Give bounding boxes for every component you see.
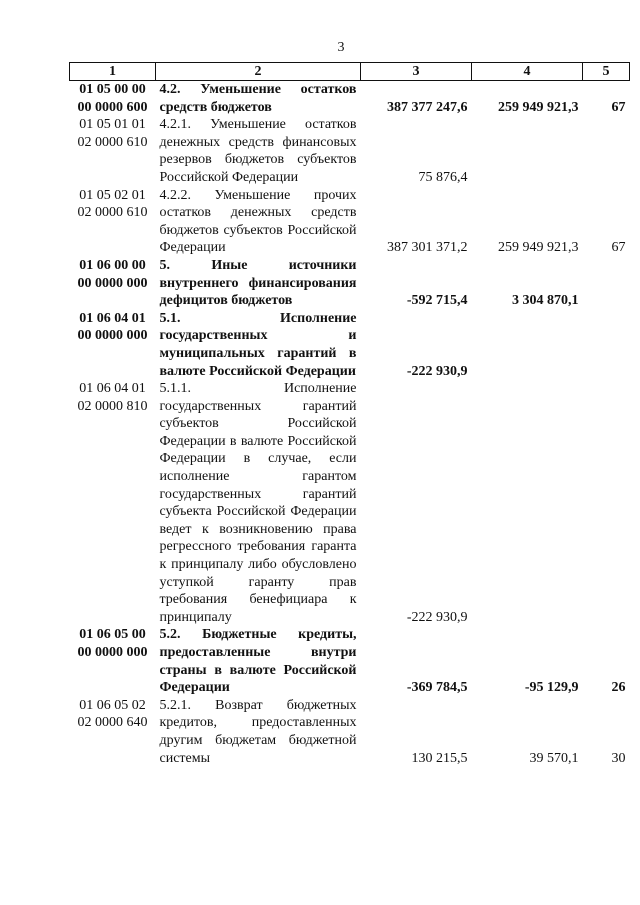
row-actual-value: 259 949 921,3 [498, 99, 579, 115]
row-name: 5.1. Исполнение государственных и муниципальных гарантий в валюте Российской Федерации [159, 310, 357, 379]
row-name: 5.2. Бюджетные кредиты, предоставленные внутри страны в валюте Российской Федерации [159, 627, 357, 696]
row-code: 01 06 04 01 02 0000 810 [77, 381, 148, 414]
row-percent: 26 [611, 680, 626, 696]
row-plan-value: -222 930,9 [406, 363, 468, 379]
row-actual-value: 39 570,1 [529, 750, 579, 766]
row-code: 01 06 00 00 00 0000 000 [77, 257, 148, 291]
row-percent [583, 257, 630, 310]
row-plan-value: -592 715,4 [406, 293, 468, 309]
table-row [70, 116, 630, 186]
row-actual-value: 3 304 870,1 [512, 293, 579, 309]
table-row [70, 310, 630, 380]
table-header-row [70, 63, 630, 81]
row-plan-value: 387 377 247,6 [387, 99, 468, 115]
row-plan-value: 75 876,4 [418, 169, 468, 185]
row-percent: 30 [611, 750, 626, 766]
table-row [70, 81, 630, 117]
row-actual-value: -95 129,9 [524, 680, 579, 696]
budget-sources-table [69, 62, 630, 767]
table-row [70, 187, 630, 257]
row-name: 5. Иные источники внутреннего финансирования дефицитов бюджетов [159, 257, 357, 309]
row-actual-value [472, 310, 583, 380]
row-plan-value: 387 301 371,2 [387, 240, 468, 256]
column-header-plan: 3 [361, 63, 472, 81]
row-code: 01 06 04 01 00 0000 000 [77, 310, 148, 344]
row-name: 5.2.1. Возврат бюджетных кредитов, предоставленных другим бюджетам бюджетной системы [159, 697, 357, 766]
column-header-actual: 4 [472, 63, 583, 81]
column-header-percent: 5 [583, 63, 630, 81]
row-code: 01 05 00 00 00 0000 600 [77, 82, 148, 115]
row-code: 01 05 02 01 02 0000 610 [77, 187, 148, 221]
column-header-name: 2 [156, 63, 361, 81]
row-code: 01 06 05 02 02 0000 640 [77, 697, 148, 731]
row-plan-value: 130 215,5 [411, 750, 468, 766]
row-percent: 67 [611, 240, 626, 256]
table-row [70, 697, 630, 767]
row-actual-value [472, 380, 583, 626]
row-percent [583, 380, 630, 626]
row-name: 4.2.2. Уменьшение прочих остатков денежных средств бюджетов субъектов Российской Федерации [159, 187, 357, 256]
row-name: 4.2.1. Уменьшение остатков денежных средств финансовых резервов бюджетов субъектов Российской Федерации [159, 117, 357, 185]
row-percent [583, 310, 630, 380]
table-row [70, 380, 630, 626]
row-actual-value [472, 116, 583, 186]
row-percent [583, 116, 630, 186]
row-plan-value: -222 930,9 [406, 609, 468, 625]
row-code: 01 06 05 00 00 0000 000 [77, 627, 148, 660]
page-number: 3 [337, 40, 345, 55]
row-actual-value: 259 949 921,3 [498, 240, 579, 256]
table-row [70, 257, 630, 310]
row-plan-value: -369 784,5 [406, 680, 468, 696]
row-name: 5.1.1. Исполнение государственных гарантий субъектов Российской Федерации в валюте Российской Федерации в случае, если исполнение гарантом государственных гарантий субъекта Российской Федерации ведет к возникновению права регрессного требования гаранта к принципалу либо обусловлено уступкой гаранту прав требования бенефициара к принципалу [159, 381, 357, 625]
row-name: 4.2. Уменьшение остатков средств бюджетов [159, 82, 357, 115]
column-header-code: 1 [70, 63, 156, 81]
table-row [70, 626, 630, 696]
row-code: 01 05 01 01 02 0000 610 [77, 117, 148, 150]
row-percent: 67 [611, 99, 626, 115]
